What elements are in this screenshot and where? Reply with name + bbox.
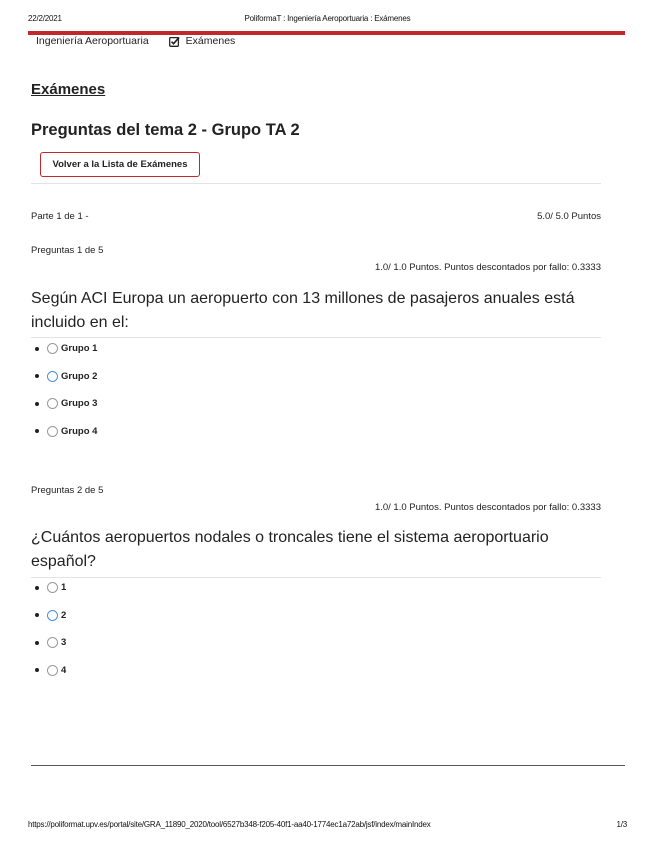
- question-text: ¿Cuántos aeropuertos nodales o troncales tiene el sistema aeroportuario español?: [31, 529, 549, 570]
- radio-button-icon[interactable]: [47, 637, 58, 648]
- radio-button-icon[interactable]: [47, 665, 58, 676]
- divider: [31, 337, 601, 338]
- question-text: Según ACI Europa un aeropuerto con 13 millones de pasajeros anuales está incluido en el:: [31, 290, 575, 331]
- option-label: 2: [61, 609, 67, 621]
- question-number: Preguntas 2 de 5: [31, 485, 104, 496]
- print-header: [28, 14, 627, 23]
- bullet-icon: [35, 429, 39, 433]
- print-title: PoliformaT : Ingeniería Aeroportuaria : Exámenes: [244, 14, 411, 23]
- divider: [31, 183, 601, 184]
- radio-button-icon[interactable]: [47, 582, 58, 593]
- part-info: [31, 211, 601, 222]
- bullet-icon: [35, 613, 39, 617]
- answer-option[interactable]: [31, 629, 66, 657]
- part-label: Parte 1 de 1 -: [31, 211, 89, 222]
- print-date: 22/2/2021: [28, 14, 62, 23]
- breadcrumb: [36, 35, 235, 47]
- answer-options: [31, 574, 66, 684]
- bullet-icon: [35, 347, 39, 351]
- answer-option[interactable]: [31, 335, 97, 363]
- option-label: 4: [61, 664, 67, 676]
- answer-option[interactable]: [31, 574, 66, 602]
- check-square-icon: [169, 36, 180, 47]
- section-title: Exámenes: [31, 81, 106, 98]
- back-to-exam-list-button[interactable]: Volver a la Lista de Exámenes: [40, 152, 200, 177]
- option-label: Grupo 4: [61, 425, 98, 437]
- option-label: 3: [61, 637, 67, 649]
- question-points: 1.0/ 1.0 Puntos. Puntos descontados por fallo: 0.3333: [374, 262, 601, 273]
- radio-button-icon[interactable]: [47, 610, 58, 621]
- page-bottom-rule: [31, 765, 625, 766]
- option-label: Grupo 3: [61, 398, 98, 410]
- answer-option[interactable]: [31, 363, 97, 391]
- bullet-icon: [35, 402, 39, 406]
- radio-button-icon[interactable]: [47, 371, 58, 382]
- print-page-number: 1/3: [616, 820, 627, 829]
- answer-option[interactable]: [31, 390, 97, 418]
- quiz-title: Preguntas del tema 2 - Grupo TA 2: [31, 121, 300, 139]
- question-number: Preguntas 1 de 5: [31, 245, 104, 256]
- answer-option[interactable]: [31, 657, 66, 685]
- radio-button-icon[interactable]: [47, 398, 58, 409]
- part-points: 5.0/ 5.0 Puntos: [537, 211, 601, 222]
- bullet-icon: [35, 641, 39, 645]
- divider: [31, 577, 601, 578]
- option-label: Grupo 2: [61, 370, 98, 382]
- option-label: Grupo 1: [61, 343, 98, 355]
- print-footer: [28, 820, 627, 829]
- radio-button-icon[interactable]: [47, 426, 58, 437]
- bullet-icon: [35, 374, 39, 378]
- print-url: https://poliformat.upv.es/portal/site/GRA_11890_2020/tool/6527b348-f205-40f1-aa40-1774ec1a72ab/jsf/index/mainIndex: [28, 820, 431, 829]
- breadcrumb-site[interactable]: Ingeniería Aeroportuaria: [36, 35, 149, 47]
- bullet-icon: [35, 586, 39, 590]
- breadcrumb-tool[interactable]: Exámenes: [185, 35, 236, 47]
- radio-button-icon[interactable]: [47, 343, 58, 354]
- answer-option[interactable]: [31, 418, 97, 446]
- question-points: 1.0/ 1.0 Puntos. Puntos descontados por fallo: 0.3333: [374, 502, 601, 513]
- answer-option[interactable]: [31, 602, 66, 630]
- bullet-icon: [35, 668, 39, 672]
- option-label: 1: [61, 582, 67, 594]
- answer-options: [31, 335, 97, 445]
